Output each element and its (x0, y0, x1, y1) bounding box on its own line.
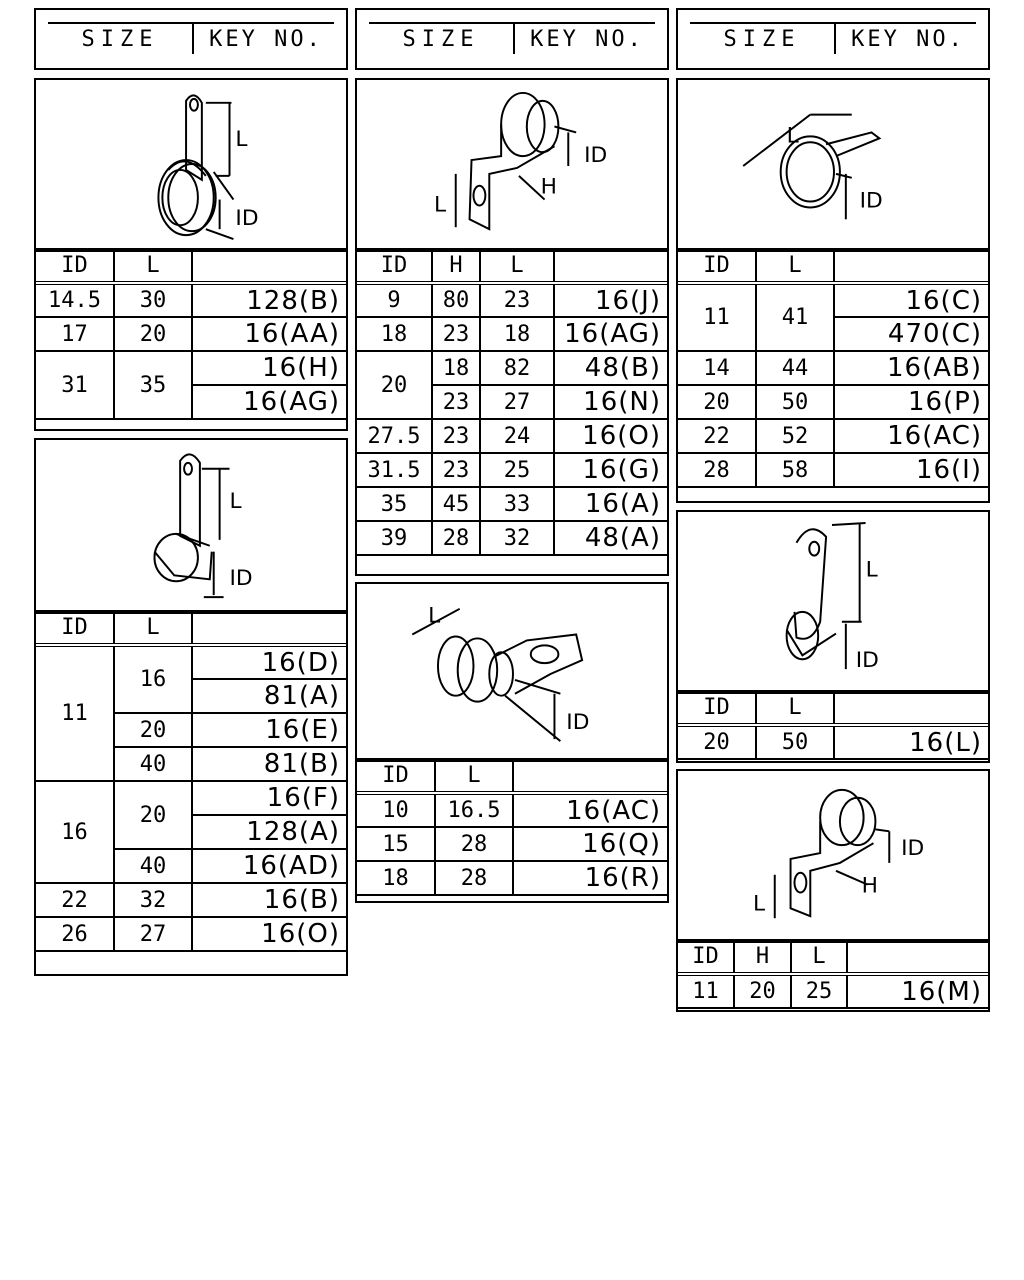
cell-l: 41 (756, 283, 834, 351)
cell-id: 22 (35, 883, 114, 917)
table-clamp-6 (676, 690, 990, 760)
dim-id-3: ID (584, 143, 608, 169)
cell-l: 24 (480, 419, 554, 453)
cell-id: 11 (677, 283, 756, 351)
cell-key: 16(AC) (513, 793, 668, 827)
cell-key: 16(C) (834, 283, 989, 317)
cell-id: 10 (356, 793, 435, 827)
cell-id: 17 (35, 317, 114, 351)
cell-l: 16.5 (435, 793, 513, 827)
col-l: L (114, 249, 192, 283)
cell-id: 22 (677, 419, 756, 453)
cell-h: 23 (432, 385, 480, 419)
col-l: L (756, 691, 834, 725)
cell-l: 52 (756, 419, 834, 453)
table-clamp-3 (355, 248, 669, 556)
panel-clamp-6 (676, 510, 990, 763)
cell-l: 30 (114, 283, 192, 317)
dim-l-5: L (786, 123, 799, 149)
header-col3 (676, 8, 990, 70)
cell-key: 16(L) (834, 725, 989, 759)
dim-l-7: L (753, 891, 766, 917)
cell-l: 16 (114, 645, 192, 713)
cell-key: 16(O) (192, 917, 347, 951)
cell-key: 16(D) (192, 645, 347, 679)
cell-l: 32 (114, 883, 192, 917)
col-h: H (734, 940, 791, 974)
cell-key: 16(AG) (192, 385, 347, 419)
cell-key: 16(AG) (554, 317, 668, 351)
cell-l: 20 (114, 781, 192, 849)
cell-id: 14.5 (35, 283, 114, 317)
cell-key: 128(B) (192, 283, 347, 317)
table-clamp-2 (34, 610, 348, 952)
cell-l: 58 (756, 453, 834, 487)
cell-id: 20 (677, 725, 756, 759)
cell-id: 28 (677, 453, 756, 487)
dim-l-1: L (235, 127, 248, 153)
size-label: SIZE (402, 26, 480, 52)
cell-key: 16(J) (554, 283, 668, 317)
cell-key: 16(E) (192, 713, 347, 747)
clamp-drawing-1 (36, 80, 346, 252)
cell-key: 16(M) (847, 974, 989, 1008)
panel-clamp-5 (676, 78, 990, 503)
cell-l: 35 (114, 351, 192, 419)
col-id: ID (677, 249, 756, 283)
cell-key: 16(R) (513, 861, 668, 895)
panel-clamp-7 (676, 769, 990, 1012)
cell-id: 15 (356, 827, 435, 861)
cell-key: 16(O) (554, 419, 668, 453)
cell-l: 25 (791, 974, 847, 1008)
cell-l: 18 (480, 317, 554, 351)
dim-h-7: H (861, 873, 878, 899)
cell-key: 48(B) (554, 351, 668, 385)
dim-id-1: ID (235, 206, 259, 232)
header-col2 (355, 8, 669, 70)
cell-l: 32 (480, 521, 554, 555)
cell-l: 25 (480, 453, 554, 487)
clamp-drawing-6 (678, 512, 988, 694)
panel-clamp-2 (34, 438, 348, 976)
cell-key: 16(G) (554, 453, 668, 487)
cell-l: 82 (480, 351, 554, 385)
cell-key: 16(N) (554, 385, 668, 419)
cell-id: 39 (356, 521, 432, 555)
cell-l: 28 (435, 827, 513, 861)
cell-id: 26 (35, 917, 114, 951)
cell-id: 11 (35, 645, 114, 781)
col-l: L (756, 249, 834, 283)
cell-l: 33 (480, 487, 554, 521)
key-no-label: KEY NO. (209, 26, 323, 52)
cell-key: 16(I) (834, 453, 989, 487)
col-id: ID (356, 759, 435, 793)
cell-id: 18 (356, 861, 435, 895)
table-clamp-7 (676, 939, 990, 1009)
panel-clamp-4 (355, 582, 669, 903)
cell-key: 81(A) (192, 679, 347, 713)
cell-h: 18 (432, 351, 480, 385)
header-col1 (34, 8, 348, 70)
cell-l: 27 (480, 385, 554, 419)
cell-id: 20 (356, 351, 432, 419)
cell-key: 16(B) (192, 883, 347, 917)
cell-key: 16(H) (192, 351, 347, 385)
cell-key: 16(F) (192, 781, 347, 815)
clamp-drawing-3 (357, 80, 667, 252)
cell-l: 50 (756, 725, 834, 759)
col-id: ID (677, 691, 756, 725)
cell-h: 23 (432, 453, 480, 487)
cell-h: 28 (432, 521, 480, 555)
cell-id: 20 (677, 385, 756, 419)
cell-l: 20 (114, 317, 192, 351)
table-clamp-5 (676, 248, 990, 488)
cell-key: 16(A) (554, 487, 668, 521)
cell-id: 31 (35, 351, 114, 419)
cell-id: 9 (356, 283, 432, 317)
cell-id: 35 (356, 487, 432, 521)
cell-id: 31.5 (356, 453, 432, 487)
cell-h: 23 (432, 419, 480, 453)
dim-id-6: ID (855, 648, 879, 674)
cell-l: 50 (756, 385, 834, 419)
cell-key: 16(AD) (192, 849, 347, 883)
clamp-drawing-5 (678, 80, 988, 252)
clamp-drawing-7 (678, 771, 988, 943)
cell-l: 28 (435, 861, 513, 895)
dim-id-2: ID (229, 566, 253, 592)
panel-clamp-1 (34, 78, 348, 431)
cell-l: 27 (114, 917, 192, 951)
size-label: SIZE (81, 26, 159, 52)
col-id: ID (356, 249, 432, 283)
col-h: H (432, 249, 480, 283)
clamp-drawing-2 (36, 440, 346, 614)
cell-l: 44 (756, 351, 834, 385)
cell-key: 48(A) (554, 521, 668, 555)
cell-id: 18 (356, 317, 432, 351)
dim-h-3: H (540, 174, 557, 200)
cell-h: 20 (734, 974, 791, 1008)
dim-l-3: L (434, 192, 447, 218)
dim-id-4: ID (566, 710, 590, 736)
size-label: SIZE (723, 26, 801, 52)
cell-key: 16(AC) (834, 419, 989, 453)
table-clamp-1 (34, 248, 348, 420)
cell-key: 470(C) (834, 317, 989, 351)
col-l: L (435, 759, 513, 793)
cell-key: 16(P) (834, 385, 989, 419)
dim-l-2: L (229, 489, 242, 515)
dim-id-7: ID (901, 836, 925, 862)
col-id: ID (677, 940, 734, 974)
dim-l-6: L (865, 557, 878, 583)
cell-l: 40 (114, 849, 192, 883)
cell-h: 23 (432, 317, 480, 351)
cell-l: 20 (114, 713, 192, 747)
cell-key: 16(Q) (513, 827, 668, 861)
cell-l: 23 (480, 283, 554, 317)
cell-h: 45 (432, 487, 480, 521)
panel-clamp-3 (355, 78, 669, 576)
table-clamp-4 (355, 758, 669, 896)
cell-id: 27.5 (356, 419, 432, 453)
col-l: L (480, 249, 554, 283)
cell-key: 81(B) (192, 747, 347, 781)
clamp-drawing-4 (357, 584, 667, 762)
col-id: ID (35, 249, 114, 283)
cell-key: 128(A) (192, 815, 347, 849)
col-l: L (114, 611, 192, 645)
cell-key: 16(AB) (834, 351, 989, 385)
cell-h: 80 (432, 283, 480, 317)
col-id: ID (35, 611, 114, 645)
cell-l: 40 (114, 747, 192, 781)
key-no-label: KEY NO. (851, 26, 965, 52)
cell-id: 11 (677, 974, 734, 1008)
col-l: L (791, 940, 847, 974)
cell-id: 14 (677, 351, 756, 385)
cell-key: 16(AA) (192, 317, 347, 351)
key-no-label: KEY NO. (530, 26, 644, 52)
cell-id: 16 (35, 781, 114, 883)
dim-id-5: ID (859, 188, 883, 214)
dim-l-4: L (428, 603, 441, 629)
